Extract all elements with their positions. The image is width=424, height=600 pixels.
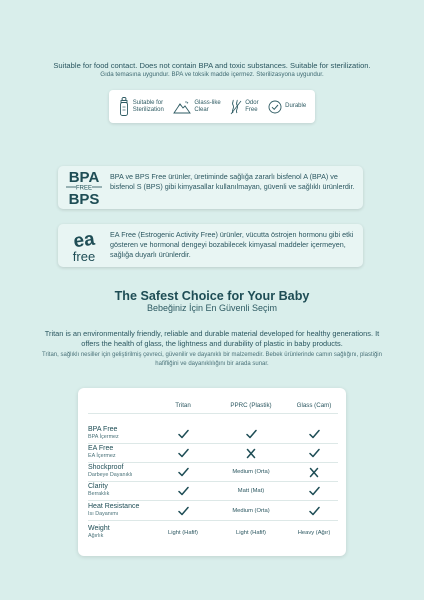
- table-row-label: [88, 445, 116, 459]
- check-icon: [309, 448, 320, 458]
- table-cell: [148, 504, 218, 518]
- row-label-english: EA Free: [88, 445, 114, 452]
- free-logo-text: free: [72, 249, 96, 264]
- badge-label: Suitable for Sterilization: [132, 99, 164, 113]
- feature-badge-strip: [109, 90, 315, 123]
- check-icon: [178, 506, 189, 516]
- table-cell: [279, 465, 349, 479]
- table-cell: Light (Hafif): [168, 530, 198, 536]
- baby-bottle-icon: [118, 97, 130, 117]
- header-divider: [88, 413, 338, 414]
- row-label-english: BPA Free: [88, 426, 118, 433]
- check-icon: [309, 506, 320, 516]
- bpa-bps-description: BPA ve BPS Free ürünler, üretiminde sağlığa zararlı bisfenol A (BPA) ve bisfenol S (BPS) gibi kimyasallar kullanılmayan, güvenli ve sağlıklı ürünlerdir.: [110, 172, 355, 192]
- mountain-clear-icon: [173, 100, 191, 114]
- row-label-turkish: Ağırlık: [88, 532, 104, 539]
- check-icon: [309, 486, 320, 496]
- check-icon: [178, 467, 189, 477]
- bpa-bps-card: [58, 166, 363, 209]
- table-cell: Matt (Mat): [237, 488, 265, 494]
- row-label-english: Clarity: [88, 483, 108, 490]
- tritan-description-english: Tritan is an environmentally friendly, reliable and durable material developed for healthy generations. It offers the health of glass, the lightness and durability of plastic in baby products.: [44, 329, 380, 348]
- check-icon: [178, 429, 189, 439]
- table-cell: [279, 427, 349, 441]
- table-cell: [216, 427, 286, 441]
- table-cell: [216, 446, 286, 460]
- row-divider: [88, 462, 338, 463]
- table-cell: [279, 504, 349, 518]
- row-label-turkish: Darbeye Dayanıklı: [88, 471, 133, 478]
- badge-odor: [230, 99, 258, 115]
- table-cell: [279, 446, 349, 460]
- table-cell: [148, 465, 218, 479]
- table-row-label: [88, 483, 109, 497]
- ea-free-card: [58, 224, 363, 267]
- row-label-english: Heat Resistance: [88, 503, 140, 510]
- table-cell: [279, 484, 349, 498]
- column-header: Glass (Cam): [296, 402, 332, 409]
- section-title: The Safest Choice for Your Baby: [114, 289, 310, 303]
- row-label-turkish: EA İçermez: [88, 452, 116, 459]
- ea-logo-text: ea: [72, 228, 96, 253]
- table-cell: Medium (Orta): [232, 469, 270, 475]
- cross-icon: [309, 467, 319, 478]
- check-icon: [178, 448, 189, 458]
- column-header: Tritan: [175, 402, 191, 409]
- cross-icon: [246, 448, 256, 459]
- badge-label: Durable: [285, 103, 307, 110]
- check-icon: [178, 486, 189, 496]
- table-cell: [148, 484, 218, 498]
- ea-free-logo: [64, 226, 104, 266]
- row-divider: [88, 500, 338, 501]
- row-label-turkish: Berraklık: [88, 490, 110, 497]
- row-divider: [88, 443, 338, 444]
- badge-label: Glass-like Clear: [194, 99, 221, 113]
- odor-free-icon: [230, 99, 242, 115]
- bpa-bps-free-logo: [62, 166, 106, 209]
- table-cell: [148, 446, 218, 460]
- row-label-turkish: BPA İçermez: [88, 433, 119, 440]
- bpa-logo-text: BPA: [68, 169, 100, 186]
- table-row-label: [88, 525, 110, 539]
- free-logo-text: FREE: [75, 185, 93, 192]
- table-cell: Light (Hafif): [236, 530, 266, 536]
- comparison-table: [78, 388, 346, 556]
- row-divider: [88, 520, 338, 521]
- ea-free-description: EA Free (Estrogenic Activity Free) ürünler, vücutta östrojen hormonu gibi etki gösteren ve hormonal dengeyi bozabilecek kimyasal maddeler içermeyen, sağlığa duyarlı ürünlerdir.: [110, 230, 354, 260]
- badge-clear: [173, 100, 220, 114]
- table-cell: [148, 427, 218, 441]
- badge-durable: [268, 100, 306, 114]
- check-icon: [309, 429, 320, 439]
- column-header: PPRC (Plastik): [230, 402, 272, 409]
- bps-logo-text: BPS: [68, 191, 100, 208]
- table-cell: Medium (Orta): [232, 508, 270, 514]
- badge-label: Odor Free: [245, 99, 259, 113]
- table-cell: Heavy (Ağır): [297, 530, 331, 536]
- row-divider: [88, 481, 338, 482]
- intro-english: Suitable for food contact. Does not contain BPA and toxic substances. Suitable for sterilization.: [53, 61, 371, 70]
- row-label-english: Weight: [88, 525, 110, 532]
- durable-check-icon: [268, 100, 282, 114]
- row-label-english: Shockproof: [88, 464, 124, 471]
- table-row-label: [88, 503, 139, 517]
- badge-sterilization: [118, 97, 164, 117]
- tritan-description-turkish: Tritan, sağlıklı nesiller için geliştirilmiş çevreci, güvenilir ve dayanıklı bir malzemedir. Bebek ürünlerinde camın sağlığını, plastiğin hafifliğini ve dayanıklılığını bir arada sunar.: [42, 352, 382, 367]
- row-label-turkish: Isı Dayanımı: [88, 510, 119, 517]
- section-subtitle: Bebeğiniz İçin En Güvenli Seçim: [146, 303, 278, 313]
- check-icon: [246, 429, 257, 439]
- table-row-label: [88, 426, 119, 440]
- intro-turkish: Gıda temasına uygundur. BPA ve toksik madde içermez. Sterilizasyona uygundur.: [100, 71, 324, 78]
- table-row-label: [88, 464, 132, 478]
